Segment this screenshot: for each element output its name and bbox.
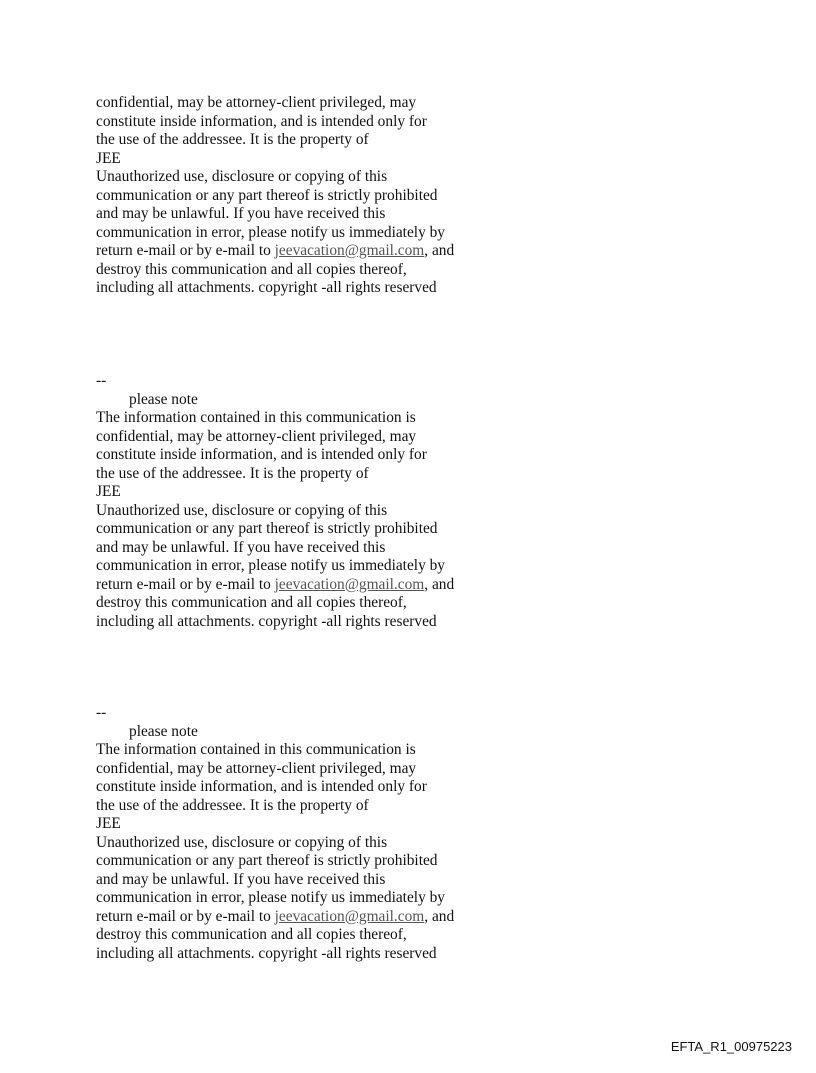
disclaimer-line: communication in error, please notify us immediately by — [96, 223, 446, 241]
disclaimer-line: including all attachments. copyright -all rights reserved — [96, 944, 437, 962]
disclaimer-line: communication or any part thereof is strictly prohibited — [96, 186, 438, 204]
disclaimer-line: destroy this communication and all copies thereof, — [96, 594, 407, 611]
disclaimer-line: JEE — [96, 483, 121, 500]
disclaimer-block-2 — [96, 372, 556, 631]
disclaimer-line: and may be unlawful. If you have received this — [96, 538, 386, 556]
email-link[interactable]: jeevacation@gmail.com — [274, 907, 425, 925]
disclaimer-line: constitute inside information, and is intended only for — [96, 446, 427, 463]
disclaimer-line: Unauthorized use, disclosure or copying of this — [96, 501, 388, 519]
disclaimer-line: communication or any part thereof is strictly prohibited — [96, 852, 438, 869]
please-note-heading: please note — [129, 722, 198, 740]
disclaimer-line: and may be unlawful. If you have received this — [96, 205, 386, 222]
disclaimer-line: communication in error, please notify us immediately by — [96, 889, 446, 906]
email-link[interactable]: jeevacation@gmail.com — [274, 575, 425, 593]
disclaimer-line: constitute inside information, and is intended only for — [96, 112, 427, 130]
disclaimer-line: destroy this communication and all copies thereof, — [96, 260, 407, 278]
disclaimer-block-3 — [96, 704, 556, 963]
disclaimer-block-1 — [96, 94, 556, 298]
return-email-suffix: , and — [424, 907, 455, 925]
disclaimer-line: constitute inside information, and is intended only for — [96, 778, 427, 795]
email-link[interactable]: jeevacation@gmail.com — [274, 242, 425, 259]
disclaimer-line: Unauthorized use, disclosure or copying of this — [96, 168, 388, 185]
disclaimer-line: The information contained in this communication is — [96, 741, 416, 758]
separator: -- — [96, 372, 107, 389]
separator: -- — [96, 704, 107, 721]
disclaimer-line: the use of the addressee. It is the property of — [96, 796, 369, 814]
return-email-line — [96, 242, 556, 261]
disclaimer-line: confidential, may be attorney-client privileged, may — [96, 759, 417, 777]
disclaimer-line: confidential, may be attorney-client privileged, may — [96, 427, 417, 445]
please-note-heading: please note — [129, 390, 198, 408]
disclaimer-line: including all attachments. copyright -all rights reserved — [96, 279, 437, 296]
disclaimer-line: communication or any part thereof is strictly prohibited — [96, 520, 438, 537]
disclaimer-line: JEE — [96, 149, 121, 167]
disclaimer-line: Unauthorized use, disclosure or copying of this — [96, 833, 388, 851]
document-id: EFTA_R1_00975223 — [670, 1039, 792, 1054]
disclaimer-line: and may be unlawful. If you have received this — [96, 870, 386, 888]
disclaimer-line: The information contained in this communication is — [96, 409, 416, 426]
return-email-prefix: return e-mail or by e-mail to — [96, 242, 275, 259]
return-email-prefix: return e-mail or by e-mail to — [96, 575, 275, 593]
return-email-line — [96, 908, 556, 927]
disclaimer-line: communication in error, please notify us immediately by — [96, 557, 446, 574]
disclaimer-line: confidential, may be attorney-client privileged, may — [96, 94, 417, 111]
return-email-suffix: , and — [424, 575, 455, 593]
disclaimer-line: JEE — [96, 815, 121, 832]
return-email-line — [96, 576, 556, 595]
disclaimer-line: including all attachments. copyright -all rights reserved — [96, 612, 437, 630]
return-email-prefix: return e-mail or by e-mail to — [96, 907, 275, 925]
disclaimer-line: destroy this communication and all copies thereof, — [96, 926, 407, 943]
return-email-suffix: , and — [424, 242, 455, 259]
disclaimer-line: the use of the addressee. It is the property of — [96, 131, 369, 148]
disclaimer-line: the use of the addressee. It is the property of — [96, 464, 369, 482]
